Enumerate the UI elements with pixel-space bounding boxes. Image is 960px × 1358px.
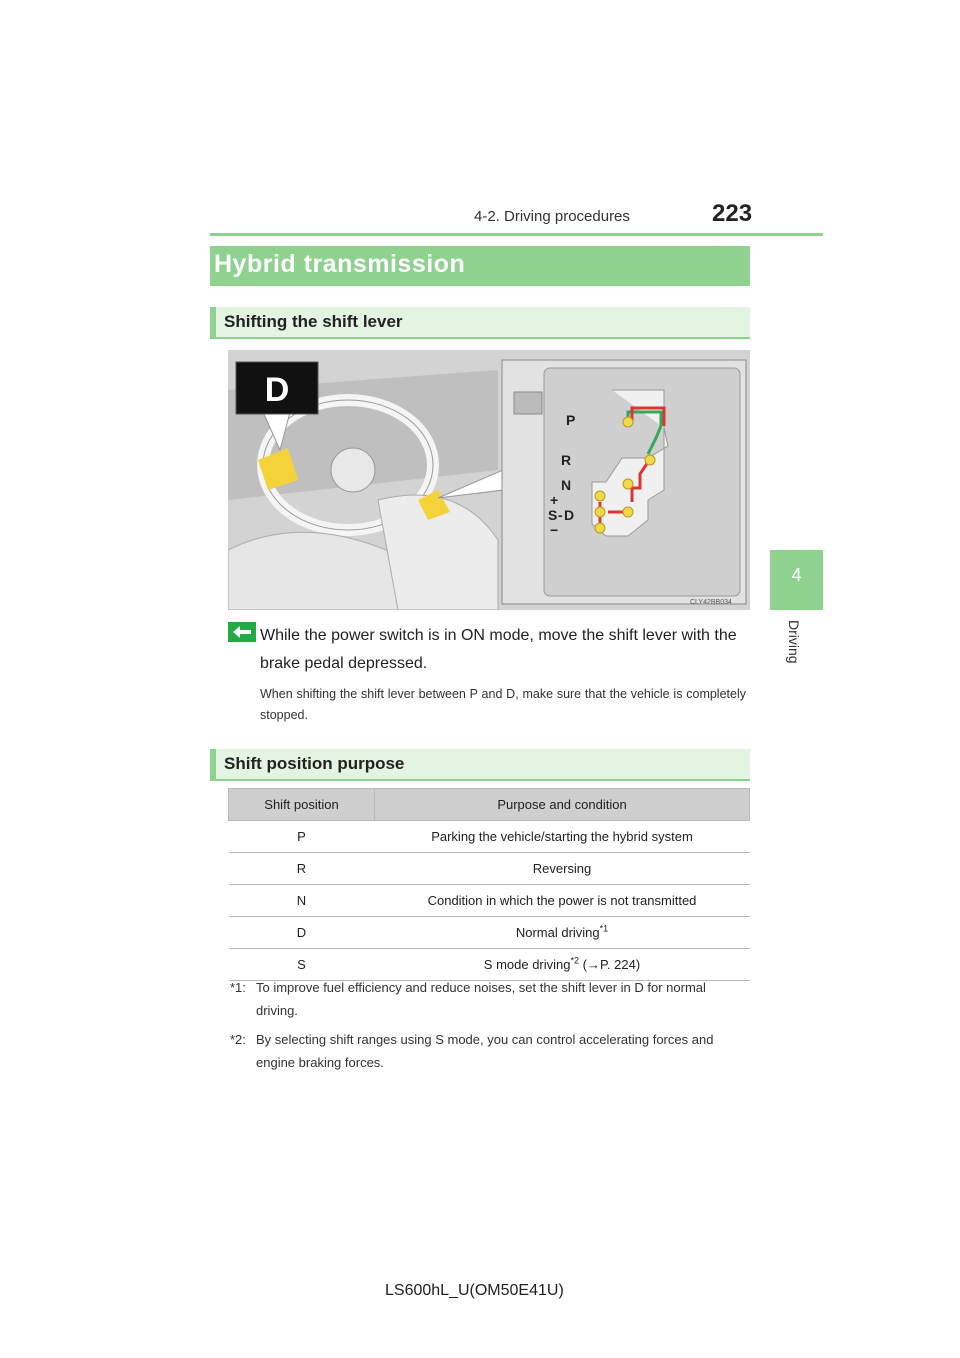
shift-lever-illustration [228,350,750,610]
footnote-ref: *1 [599,923,609,934]
section-heading-bar [210,307,216,337]
footer-model-code: LS600hL_U(OM50E41U) [385,1282,564,1299]
table-row [229,853,750,885]
page-number: 223 [712,200,753,227]
section-heading-shifting: Shifting the shift lever [224,312,403,331]
shift-position-cell: D [229,917,375,949]
footnote-text: By selecting shift ranges using S mode, you can control accelerating forces and [256,1032,714,1047]
purpose-cell: Reversing [375,853,750,885]
column-header: Purpose and condition [375,789,750,821]
purpose-cell: S mode driving$^{*2}$ (→P. 224) [375,949,750,981]
chapter-label: Driving [786,620,802,664]
shift-position-cell: N [229,885,375,917]
footnote-text: engine braking forces. [256,1055,384,1070]
footnote [230,1028,746,1074]
purpose-cell: Parking the vehicle/starting the hybrid system [375,821,750,853]
chapter-number: 4 [791,565,802,585]
footnote-ref: *2 [570,955,580,966]
table-row [229,821,750,853]
shift-position-table [228,788,750,981]
section-heading-purpose: Shift position purpose [224,754,405,773]
page-title: Hybrid transmission [214,250,466,278]
illustration-code: CLY42BB034 [690,599,732,606]
gear-display-letter: D [264,371,290,409]
gate-label-s: S [548,507,558,523]
gate-label-dash: - [558,507,563,523]
footnote-marker: *2: [230,1032,246,1047]
page-reference: (→P. 224) [579,957,641,972]
shift-position-cell: P [229,821,375,853]
gate-label-plus: + [550,492,559,508]
gate-label-d: D [564,507,575,523]
note-text: When shifting the shift lever between P and D, make sure that the vehicle is completely stopped. [260,687,746,722]
shift-position-cell: R [229,853,375,885]
header-rule [210,233,823,236]
table-row [229,885,750,917]
gate-label-minus: − [550,522,559,538]
purpose-cell: Normal driving$^{*1}$ [375,917,750,949]
table-row [229,917,750,949]
section-heading-bar [210,749,216,779]
section-header: 4-2. Driving procedures [474,208,630,225]
footnote-marker: *1: [230,980,246,995]
purpose-cell: Condition in which the power is not transmitted [375,885,750,917]
shift-position-cell: S [229,949,375,981]
footnote-text: To improve fuel efficiency and reduce noises, set the shift lever in D for normal [256,980,706,995]
instruction-text: While the power switch is in ON mode, move the shift lever with the brake pedal depressed. [260,627,737,672]
left-arrow-icon [228,622,256,642]
gate-label-r: R [561,452,572,468]
footnote-text: driving. [256,1003,298,1018]
table-header-row [229,789,750,821]
gate-label-n: N [561,477,572,493]
gate-label-p: P [566,412,576,428]
column-header: Shift position [229,789,375,821]
footnote [230,976,746,1022]
